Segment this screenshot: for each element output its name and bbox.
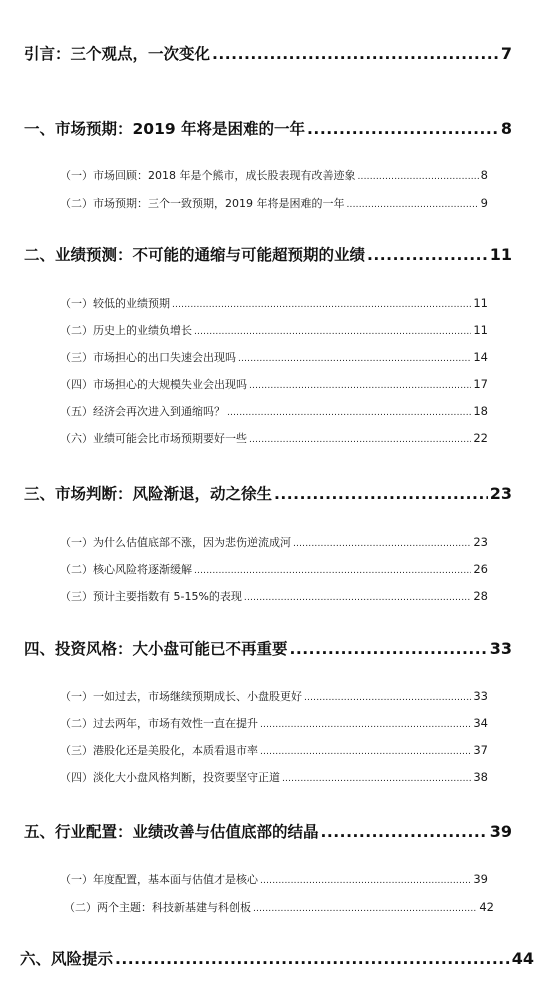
toc-page-number: 11 <box>473 323 488 337</box>
toc-subentry[interactable] <box>60 295 488 311</box>
leader-dots <box>293 539 471 549</box>
toc-subentry[interactable] <box>60 561 488 577</box>
leader-dots <box>282 774 471 784</box>
toc-page-number: 7 <box>500 44 512 63</box>
leader-dots <box>238 354 471 364</box>
toc-page-number: 44 <box>511 949 534 968</box>
toc-page-number: 14 <box>473 350 488 364</box>
toc-page-number: 23 <box>473 535 488 549</box>
toc-entry-label: 五、行业配置：业绩改善与估值底部的结晶 <box>24 823 319 841</box>
toc-subentry[interactable] <box>60 403 488 419</box>
toc-entry-label: 四、投资风格：大小盘可能已不再重要 <box>24 640 288 658</box>
toc-subentry[interactable] <box>60 742 488 758</box>
leader-dots <box>274 485 488 503</box>
toc-subentry[interactable] <box>60 715 488 731</box>
leader-dots <box>172 300 471 310</box>
leader-dots <box>260 747 471 757</box>
toc-entry-section-5[interactable] <box>24 820 512 842</box>
toc-page-number: 42 <box>479 900 494 914</box>
toc-subentry[interactable] <box>60 871 488 887</box>
toc-subentry-label: （六）业绩可能会比市场预期要好一些 <box>60 432 247 445</box>
toc-entry-section-1[interactable] <box>24 117 512 139</box>
toc-entry-label: 二、业绩预测：不可能的通缩与可能超预期的业绩 <box>24 246 366 264</box>
toc-subentry-label: （一）较低的业绩预期 <box>60 297 170 310</box>
toc-page-number: 38 <box>473 770 488 784</box>
toc-subentry-label: （三）港股化还是美股化，本质看退市率 <box>60 744 258 757</box>
leader-dots <box>194 566 471 576</box>
toc-subentry-label: （一）年度配置，基本面与估值才是核心 <box>60 873 258 886</box>
toc-subentry[interactable] <box>60 195 488 211</box>
leader-dots <box>212 45 499 63</box>
toc-subentry[interactable] <box>60 349 488 365</box>
toc-subentry-label: （五）经济会再次进入到通缩吗？ <box>60 405 225 418</box>
toc-page-number: 39 <box>473 872 488 886</box>
toc-page-number: 39 <box>489 822 512 841</box>
leader-dots <box>115 950 510 968</box>
toc-entry-label: 一、市场预期：2019 年将是困难的一年 <box>24 120 306 138</box>
leader-dots <box>307 120 499 138</box>
toc-subentry-label: （一）为什么估值底部不涨，因为悲伤逆流成河 <box>60 536 291 549</box>
toc-subentry[interactable] <box>60 430 488 446</box>
toc-entry-label: 三、市场判断：风险渐退，动之徐生 <box>24 485 273 503</box>
leader-dots <box>194 327 471 337</box>
toc-entry-section-4[interactable] <box>24 637 512 659</box>
toc-entry-section-2[interactable] <box>24 243 512 265</box>
toc-subentry-label: （三）预计主要指数有 5-15%的表现 <box>60 590 242 603</box>
toc-subentry[interactable] <box>60 588 488 604</box>
toc-page-number: 23 <box>489 484 512 503</box>
toc-subentry[interactable] <box>60 167 488 183</box>
toc-subentry-label: （四）淡化大小盘风格判断，投资要坚守正道 <box>60 771 280 784</box>
toc-entry-intro[interactable] <box>24 42 512 64</box>
leader-dots <box>227 408 471 418</box>
toc-page-number: 9 <box>480 196 488 210</box>
toc-page-number: 33 <box>473 689 488 703</box>
toc-subentry-label: （三）市场担心的出口失速会出现吗 <box>60 351 236 364</box>
toc-subentry[interactable] <box>64 899 494 915</box>
leader-dots <box>304 693 471 703</box>
toc-subentry-label: （二）两个主题：科技新基建与科创板 <box>64 901 251 914</box>
toc-page-number: 17 <box>473 377 488 391</box>
toc-subentry-label: （二）历史上的业绩负增长 <box>60 324 192 337</box>
toc-page-number: 8 <box>480 168 488 182</box>
toc-page-number: 11 <box>473 296 488 310</box>
toc-page-number: 18 <box>473 404 488 418</box>
toc-subentry[interactable] <box>60 534 488 550</box>
leader-dots <box>321 823 488 841</box>
leader-dots <box>244 593 471 603</box>
leader-dots <box>249 381 471 391</box>
leader-dots <box>367 246 488 264</box>
toc-subentry-label: （四）市场担心的大规模失业会出现吗 <box>60 378 247 391</box>
toc-subentry[interactable] <box>60 376 488 392</box>
toc-subentry-label: （一）一如过去，市场继续预期成长、小盘股更好 <box>60 690 302 703</box>
toc-page-number: 22 <box>473 431 488 445</box>
leader-dots <box>347 200 479 210</box>
toc-page-number: 33 <box>489 639 512 658</box>
leader-dots <box>260 876 471 886</box>
toc-subentry-label: （二）过去两年，市场有效性一直在提升 <box>60 717 258 730</box>
toc-entry-section-3[interactable] <box>24 482 512 504</box>
leader-dots <box>358 172 479 182</box>
leader-dots <box>253 904 477 914</box>
toc-subentry[interactable] <box>60 688 488 704</box>
toc-page-number: 8 <box>500 119 512 138</box>
toc-subentry[interactable] <box>60 769 488 785</box>
toc-page-number: 28 <box>473 589 488 603</box>
leader-dots <box>260 720 471 730</box>
toc-subentry-label: （二）市场预期：三个一致预期，2019 年将是困难的一年 <box>60 197 345 210</box>
toc-subentry-label: （一）市场回顾：2018 年是个熊市，成长股表现有改善迹象 <box>60 169 356 182</box>
toc-entry-label: 引言：三个观点，一次变化 <box>24 45 211 63</box>
toc-page-number: 26 <box>473 562 488 576</box>
leader-dots <box>290 640 488 658</box>
toc-page-number: 11 <box>489 245 512 264</box>
toc-subentry[interactable] <box>60 322 488 338</box>
toc-page-number: 37 <box>473 743 488 757</box>
toc-page-number: 34 <box>473 716 488 730</box>
toc-entry-section-6[interactable] <box>20 947 534 969</box>
toc-subentry-label: （二）核心风险将逐渐缓解 <box>60 563 192 576</box>
toc-entry-label: 六、风险提示 <box>20 950 114 968</box>
leader-dots <box>249 435 471 445</box>
